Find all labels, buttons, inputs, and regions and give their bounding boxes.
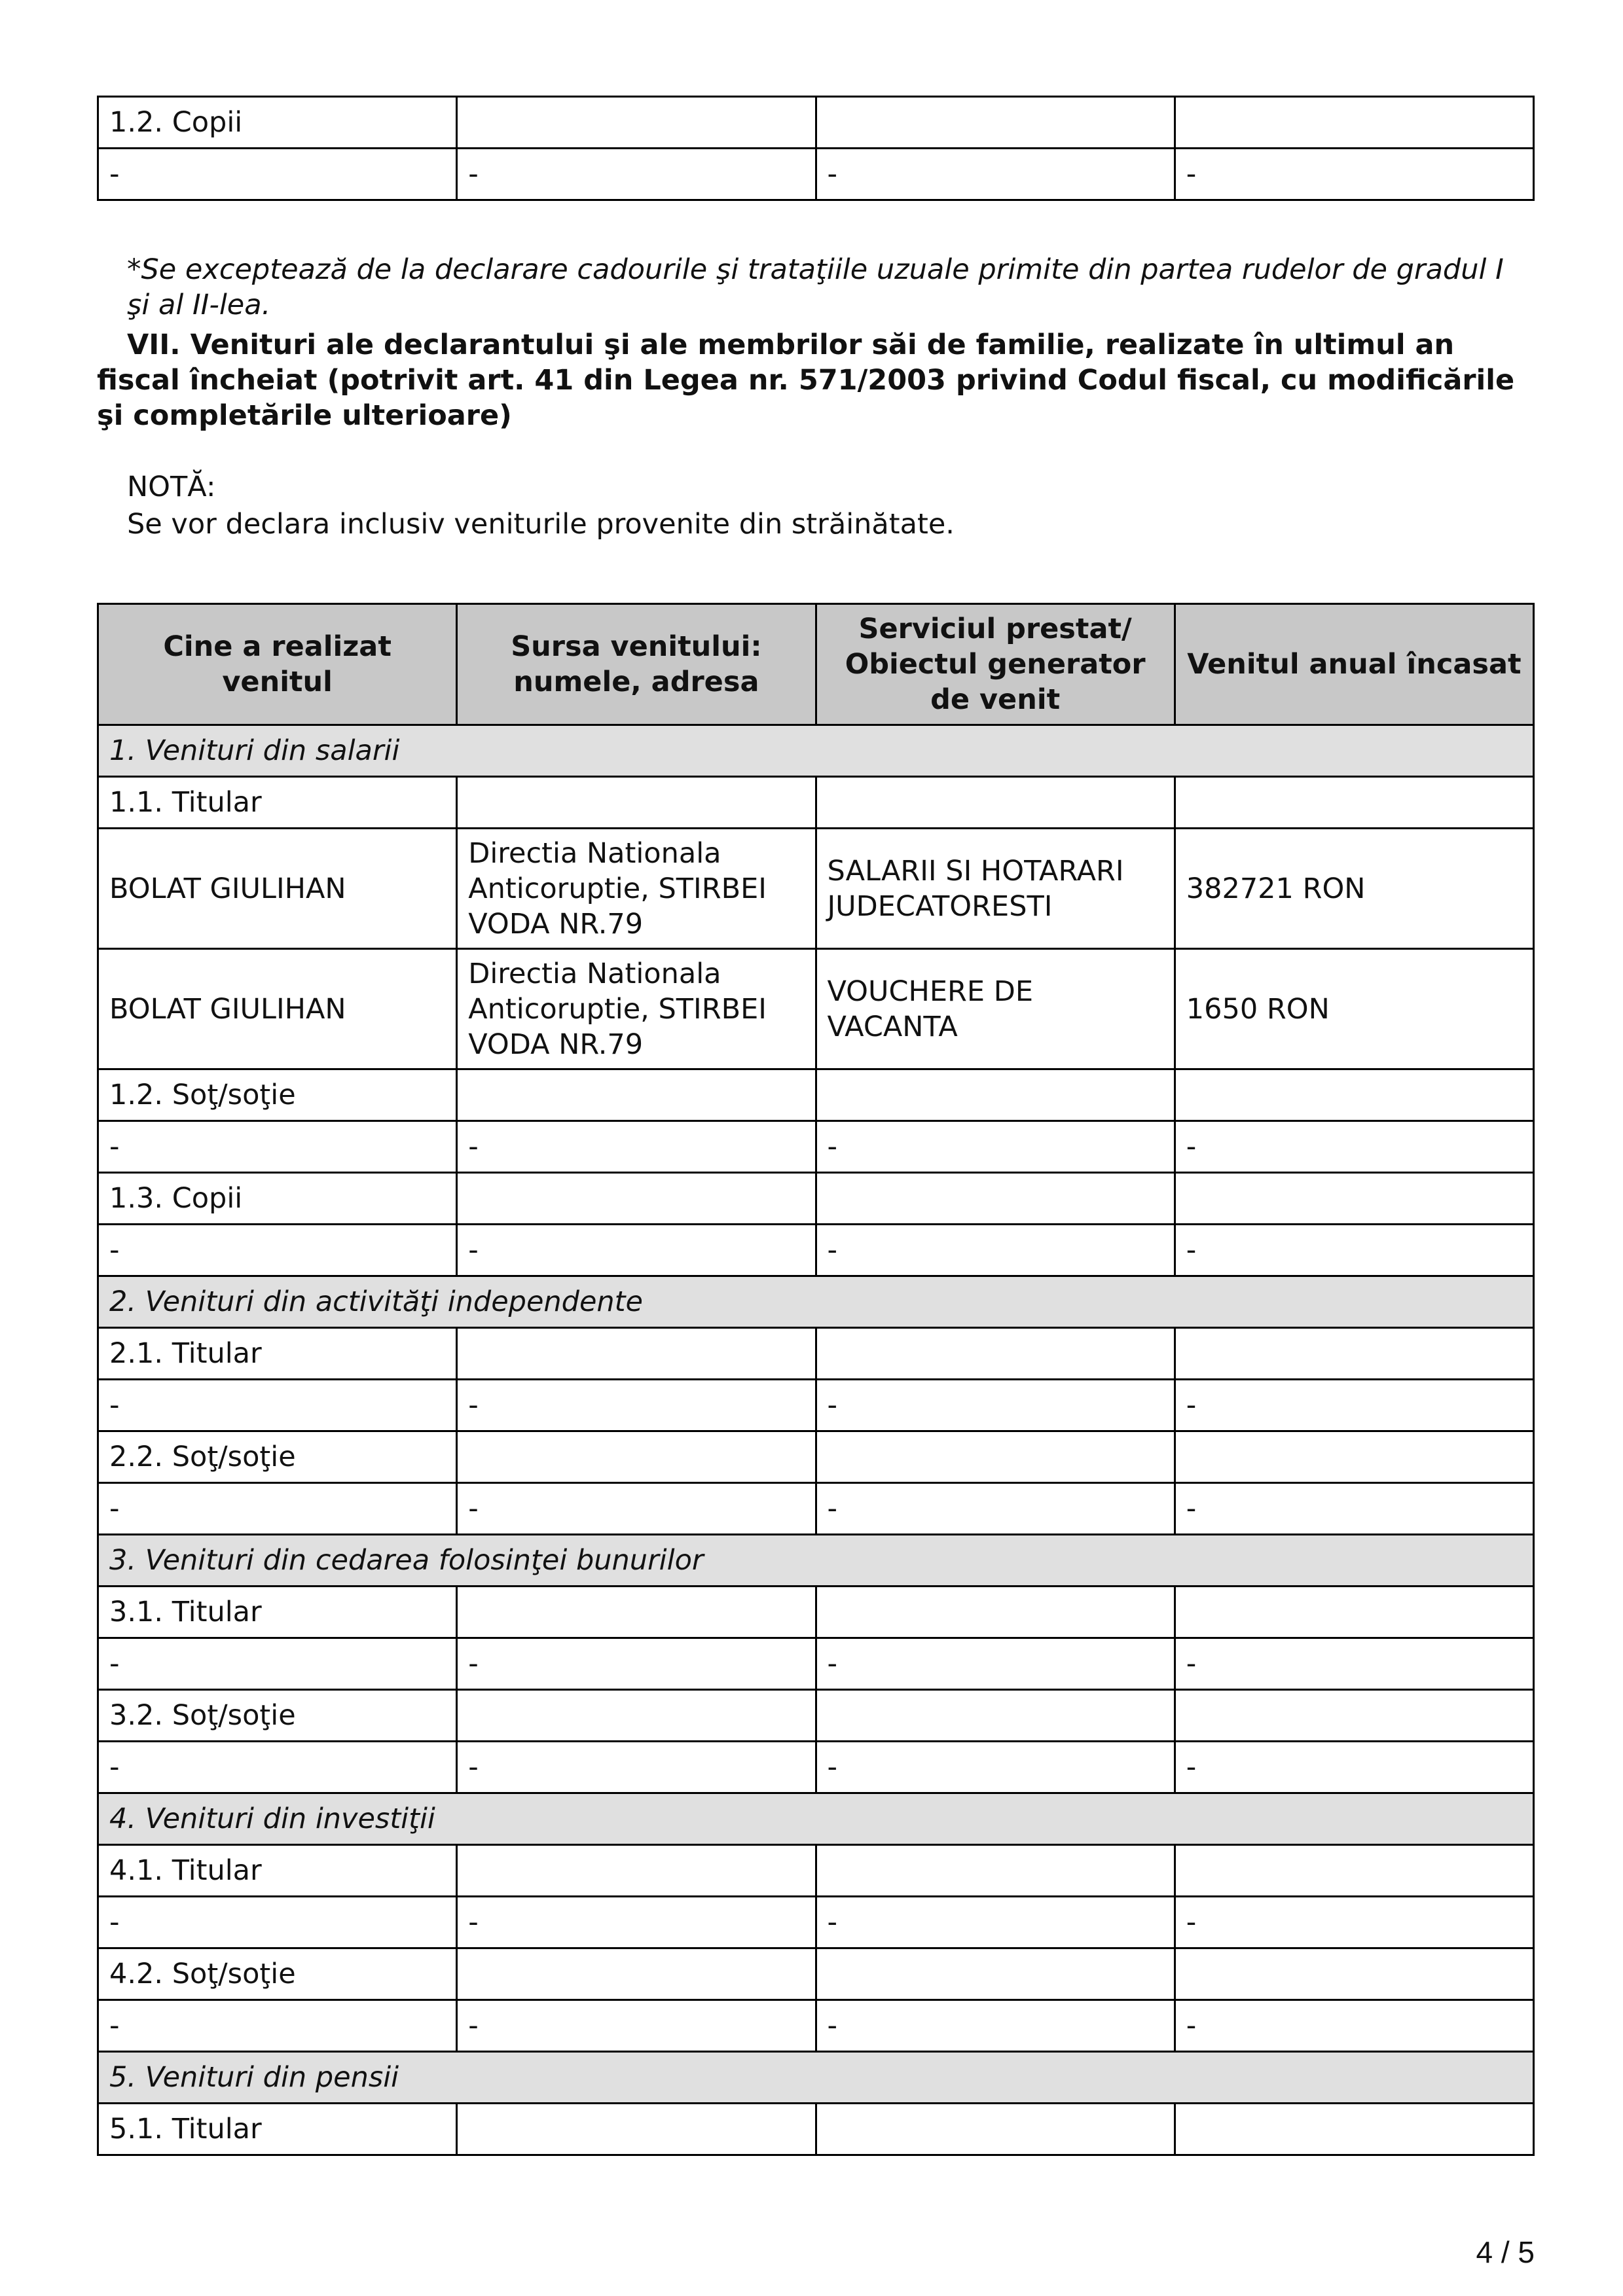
table-cell xyxy=(1176,1070,1533,1120)
table-cell: 4.2. Soţ/soţie xyxy=(99,1949,456,1999)
income-category-label: 4. Venituri din investiţii xyxy=(99,1794,1533,1844)
income-category-label: 2. Venituri din activităţi independente xyxy=(99,1277,1533,1327)
table-cell: - xyxy=(817,1225,1174,1275)
table-cell xyxy=(817,1691,1174,1740)
table-cell: - xyxy=(458,2001,814,2051)
table-cell xyxy=(458,778,814,827)
table-row xyxy=(99,149,1533,199)
previous-section-table xyxy=(97,96,1535,201)
table-cell xyxy=(1176,98,1533,147)
table-cell xyxy=(458,1691,814,1740)
table-row xyxy=(99,2104,1533,2154)
table-cell: - xyxy=(817,1484,1174,1534)
table-cell: - xyxy=(817,1742,1174,1792)
income-table-body xyxy=(99,726,1533,2154)
table-cell: - xyxy=(99,1742,456,1792)
table-cell: - xyxy=(1176,1897,1533,1947)
table-cell xyxy=(1176,1949,1533,1999)
table-row xyxy=(99,1225,1533,1275)
table-cell: Directia Nationala Anticoruptie, STIRBEI VODA NR.79 xyxy=(458,950,814,1068)
table-cell: - xyxy=(458,149,814,199)
table-cell: - xyxy=(458,1897,814,1947)
table-row xyxy=(99,778,1533,827)
table-cell: 3.1. Titular xyxy=(99,1587,456,1637)
table-cell: - xyxy=(99,1122,456,1172)
table-cell: - xyxy=(1176,1484,1533,1534)
header-annual-income: Venitul anual încasat xyxy=(1176,605,1533,724)
income-category-row xyxy=(99,1277,1533,1327)
table-cell xyxy=(817,1432,1174,1482)
table-cell xyxy=(817,1846,1174,1895)
table-cell: 3.2. Soţ/soţie xyxy=(99,1691,456,1740)
table-cell: - xyxy=(99,1380,456,1430)
table-cell: - xyxy=(99,1639,456,1689)
header-income-source: Sursa venitului: numele, adresa xyxy=(458,605,814,724)
table-cell xyxy=(458,2104,814,2154)
header-service-provided: Serviciul prestat/ Obiectul generator de venit xyxy=(817,605,1174,724)
table-row xyxy=(99,1691,1533,1740)
table-cell: 4.1. Titular xyxy=(99,1846,456,1895)
table-cell: - xyxy=(99,1897,456,1947)
table-cell: 5.1. Titular xyxy=(99,2104,456,2154)
table-cell xyxy=(817,1329,1174,1378)
table-cell: - xyxy=(817,2001,1174,2051)
table-cell: BOLAT GIULIHAN xyxy=(99,829,456,948)
table-cell: - xyxy=(99,149,456,199)
table-row xyxy=(99,1949,1533,1999)
table-cell: - xyxy=(817,1639,1174,1689)
income-category-label: 5. Venituri din pensii xyxy=(99,2053,1533,2102)
table-row xyxy=(99,2001,1533,2051)
table-cell: - xyxy=(1176,1225,1533,1275)
table-cell: 2.1. Titular xyxy=(99,1329,456,1378)
table-row xyxy=(99,98,1533,147)
table-cell xyxy=(1176,1691,1533,1740)
table-cell: - xyxy=(1176,1639,1533,1689)
table-cell: - xyxy=(458,1484,814,1534)
table-cell: 1.2. Copii xyxy=(99,98,456,147)
table-row xyxy=(99,1174,1533,1223)
table-cell xyxy=(817,778,1174,827)
income-table-header-row xyxy=(99,605,1533,724)
table-cell xyxy=(1176,1587,1533,1637)
table-cell: 1.3. Copii xyxy=(99,1174,456,1223)
table-row xyxy=(99,1639,1533,1689)
table-cell: - xyxy=(1176,1380,1533,1430)
table-cell xyxy=(817,1070,1174,1120)
table-cell: - xyxy=(99,1225,456,1275)
table-cell: 1.1. Titular xyxy=(99,778,456,827)
header-who-earned: Cine a realizat venitul xyxy=(99,605,456,724)
table-cell: 1.2. Soţ/soţie xyxy=(99,1070,456,1120)
table-cell: - xyxy=(1176,1122,1533,1172)
section-vii-heading-text: VII. Venituri ale declarantului şi ale membrilor săi de familie, realizate în ultimul an fiscal încheiat (potrivit art. 41 din Legea nr. 571/2003 privind Codul fiscal, cu modificările şi completările ulterioare) xyxy=(97,329,1515,432)
table-cell xyxy=(1176,1329,1533,1378)
table-row xyxy=(99,1846,1533,1895)
note-label: NOTĂ: xyxy=(127,471,216,503)
table-cell: 382721 RON xyxy=(1176,829,1533,948)
income-category-row xyxy=(99,1794,1533,1844)
table-cell: - xyxy=(817,1122,1174,1172)
table-cell: BOLAT GIULIHAN xyxy=(99,950,456,1068)
table-cell: SALARII SI HOTARARI JUDECATORESTI xyxy=(817,829,1174,948)
table-cell xyxy=(1176,1432,1533,1482)
table-cell: - xyxy=(99,2001,456,2051)
table-cell xyxy=(458,1587,814,1637)
income-category-row xyxy=(99,2053,1533,2102)
income-category-row xyxy=(99,726,1533,776)
table-cell: 1650 RON xyxy=(1176,950,1533,1068)
section-vii-heading xyxy=(97,327,1535,433)
page-number: 4 / 5 xyxy=(1476,2235,1535,2269)
table-cell xyxy=(1176,778,1533,827)
table-row xyxy=(99,1122,1533,1172)
table-row xyxy=(99,1897,1533,1947)
table-cell: - xyxy=(1176,2001,1533,2051)
table-cell xyxy=(458,1949,814,1999)
table-cell: - xyxy=(458,1380,814,1430)
table-cell xyxy=(458,1329,814,1378)
note-text: Se vor declara inclusiv veniturile provenite din străinătate. xyxy=(127,508,955,541)
table-cell xyxy=(817,98,1174,147)
table-cell: - xyxy=(458,1742,814,1792)
table-cell: 2.2. Soţ/soţie xyxy=(99,1432,456,1482)
table-cell: Directia Nationala Anticoruptie, STIRBEI VODA NR.79 xyxy=(458,829,814,948)
table-cell xyxy=(1176,2104,1533,2154)
table-row xyxy=(99,1329,1533,1378)
table-cell: - xyxy=(99,1484,456,1534)
income-table xyxy=(97,603,1535,2156)
income-category-label: 3. Venituri din cedarea folosinţei bunurilor xyxy=(99,1535,1533,1585)
table-row xyxy=(99,1484,1533,1534)
income-category-row xyxy=(99,1535,1533,1585)
table-cell: - xyxy=(458,1122,814,1172)
table-row xyxy=(99,1070,1533,1120)
table-cell: - xyxy=(458,1225,814,1275)
gifts-footnote: *Se exceptează de la declarare cadourile şi trataţiile uzuale primite din partea rudelor de gradul I şi al II-lea. xyxy=(127,253,1504,321)
table-cell: - xyxy=(1176,1742,1533,1792)
table-cell xyxy=(1176,1846,1533,1895)
table-row xyxy=(99,1432,1533,1482)
table-row xyxy=(99,1380,1533,1430)
table-cell: VOUCHERE DE VACANTA xyxy=(817,950,1174,1068)
table-cell xyxy=(458,1432,814,1482)
table-cell xyxy=(458,1174,814,1223)
table-cell: - xyxy=(817,1380,1174,1430)
income-category-label: 1. Venituri din salarii xyxy=(99,726,1533,776)
table-cell: - xyxy=(458,1639,814,1689)
table-cell xyxy=(1176,1174,1533,1223)
table-cell xyxy=(458,1846,814,1895)
table-cell: - xyxy=(817,149,1174,199)
table-cell xyxy=(458,98,814,147)
table-cell xyxy=(458,1070,814,1120)
table-cell xyxy=(817,1174,1174,1223)
previous-section-table-body xyxy=(99,98,1533,199)
table-row xyxy=(99,829,1533,948)
table-row xyxy=(99,1587,1533,1637)
table-cell xyxy=(817,1587,1174,1637)
table-cell xyxy=(817,1949,1174,1999)
table-cell: - xyxy=(817,1897,1174,1947)
table-row xyxy=(99,950,1533,1068)
table-row xyxy=(99,1742,1533,1792)
table-cell xyxy=(817,2104,1174,2154)
table-cell: - xyxy=(1176,149,1533,199)
